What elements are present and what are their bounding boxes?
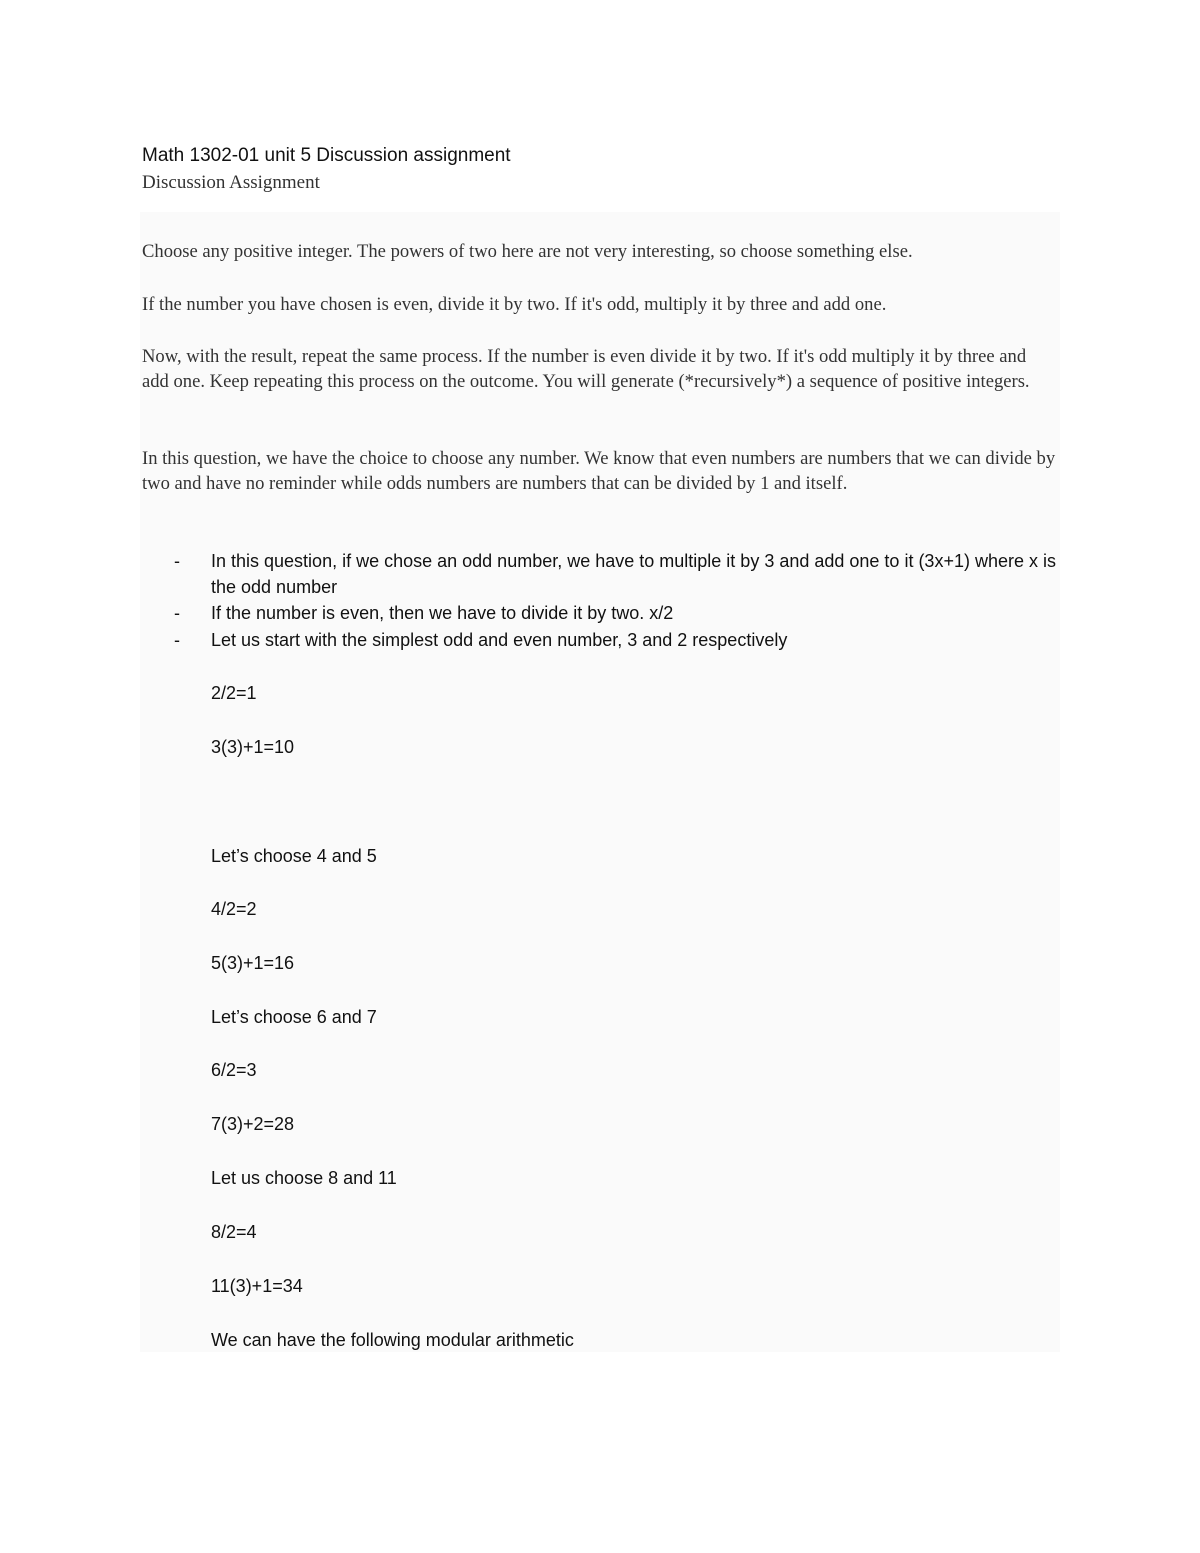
bullet-text: If the number is even, then we have to divide it by two. x/2 — [211, 603, 674, 623]
prompt-paragraph: If the number you have chosen is even, divide it by two. If it's odd, multiply it by three and add one. — [142, 294, 887, 315]
calculation-line: Let’s choose 6 and 7 — [211, 1007, 377, 1027]
prompt-paragraph: Now, with the result, repeat the same process. If the number is even divide it by two. If it's odd multiply it by three and add one. Keep repeating this process on the outcome. You will generate (*recursively*) a sequence of positive integers. — [142, 346, 1030, 392]
prompt-paragraph: Choose any positive integer. The powers of two here are not very interesting, so choose something else. — [142, 241, 913, 262]
document-title: Math 1302-01 unit 5 Discussion assignment — [142, 145, 511, 166]
calculation-line: 7(3)+2=28 — [211, 1114, 295, 1134]
calculation-line: Let us choose 8 and 11 — [211, 1168, 397, 1188]
calculation-line: 6/2=3 — [211, 1060, 257, 1080]
calculation-line: 11(3)+1=34 — [211, 1276, 303, 1296]
calculation-line: We can have the following modular arithmetic — [211, 1330, 574, 1350]
calculation-line: 2/2=1 — [211, 683, 257, 703]
bullet-marker: - — [174, 603, 180, 623]
calculation-line: 8/2=4 — [211, 1222, 257, 1242]
bullet-text: In this question, if we chose an odd number, we have to multiple it by 3 and add one to it (3x+1) where x is the odd number — [211, 551, 1056, 597]
document-subtitle: Discussion Assignment — [142, 172, 320, 193]
bullet-marker: - — [174, 551, 180, 571]
prompt-paragraph: In this question, we have the choice to choose any number. We know that even numbers are numbers that we can divide by two and have no reminder while odds numbers are numbers that can be divided by 1 and itself. — [142, 448, 1056, 494]
bullet-text: Let us start with the simplest odd and even number, 3 and 2 respectively — [211, 630, 788, 650]
calculation-line: 4/2=2 — [211, 899, 257, 919]
bullet-marker: - — [174, 630, 180, 650]
calculation-line: 3(3)+1=10 — [211, 737, 295, 757]
calculation-line: 5(3)+1=16 — [211, 953, 295, 973]
calculation-line: Let’s choose 4 and 5 — [211, 846, 377, 866]
